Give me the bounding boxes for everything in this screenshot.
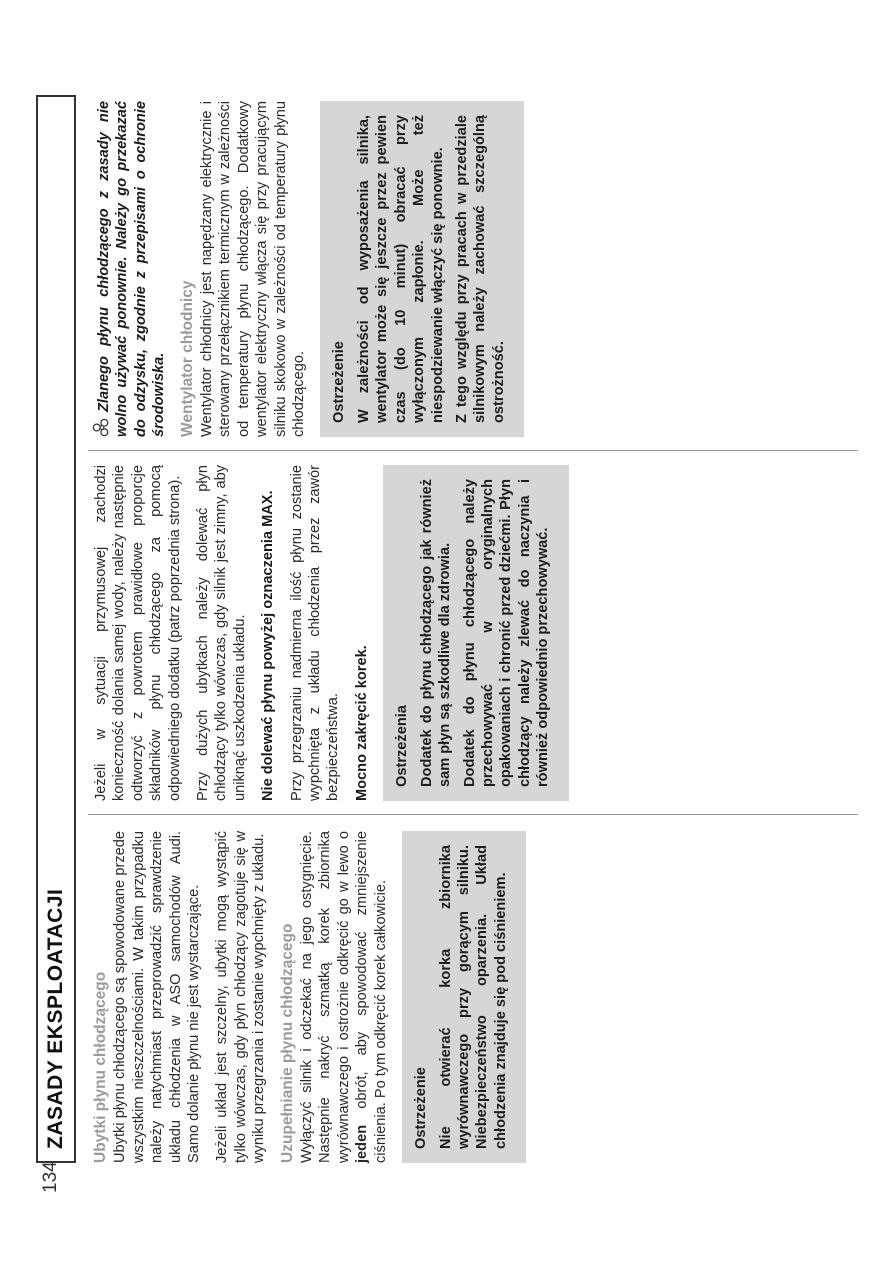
heading-coolant-refill: Uzupełnianie płynu chłodzącego <box>278 923 296 1163</box>
paragraph-bold: Nie dolewać płynu powyżej oznaczenia MAX. <box>260 490 277 801</box>
paragraph: Przy dużych ubytkach należy dolewać płyn chłodzący tylko wówczas, gdy silnik jest zimny, aby uniknąć uszkodzenia układu. <box>195 465 248 801</box>
warning-title: Ostrzeżenie <box>331 341 348 423</box>
text-emphasis: jeden <box>354 1124 371 1163</box>
column-divider <box>88 814 858 815</box>
warning-box <box>383 465 568 801</box>
paragraph-bold: Mocno zakręcić korek. <box>353 645 370 801</box>
column-divider <box>88 450 858 451</box>
column-1 <box>92 831 536 1163</box>
paragraph: Jeżeli w sytuacji przymusowej zachodzi konieczność dolania samej wody, należy następnie odtworzyć z powrotem prawidłowe proporcje składników płynu chłodzącego za pomocą odpowiedniego dodatku (patrz poprzednia strona). <box>93 465 183 801</box>
column-3 <box>92 101 534 437</box>
warning-text: Dodatek do płynu chłodzącego jak również sam płyn są szkodliwe dla zdrowia. <box>418 479 454 787</box>
section-title: ZASADY EKSPLOATACJI <box>44 888 67 1149</box>
warning-text: W zależności od wyposażenia silnika, wentylator może się jeszcze przez pewien czas (do 10 minut) obracać przy wyłączonym zapłonie. Może też niespodziewanie włączyć się ponownie. <box>355 115 446 423</box>
warning-box <box>320 101 524 437</box>
warning-text: Dodatek do płynu chłodzącego należy przechowywać w oryginalnych opakowaniach i chronić przed dziećmi. Płyn chłodzący należy zlewać do naczynia i również odpowiednio przechowywać. <box>461 479 552 787</box>
heading-coolant-loss: Ubytki płynu chłodzącego <box>92 971 109 1163</box>
page-number: 134 <box>40 1161 61 1193</box>
section-header <box>36 95 76 1163</box>
heading-radiator-fan: Wentylator chłodnicy <box>178 280 196 437</box>
warning-text: Z tego względu przy pracach w przedziale silnikowym należy zachować szczególną ostrożność. <box>453 115 507 423</box>
paragraph: Ubytki płynu chłodzącego są spowodowane przede wszystkim nieszczelnościami. W takim przypadku należy natychmiast przeprowadzić sprawdzenie układu chłodzenia w ASO samochodów Audi. Samo dolanie płynu nie jest wystarczające. <box>112 831 203 1163</box>
paragraph <box>298 831 390 1163</box>
warning-title: Ostrzeżenie <box>413 1067 430 1149</box>
warning-text: Nie otwierać korka zbiornika wyrównawczego przy gorącym silniku. Niebezpieczeństwo oparzenia. Układ chłodzenia znajduje się pod ciśnieniem. <box>437 845 509 1149</box>
warning-title: Ostrzeżenia <box>394 705 411 787</box>
warning-box <box>402 831 526 1163</box>
text-part: obrót, aby spowodować zmniejszenie ciśnienia. Po tym odkręcić korek całkowicie. <box>354 831 389 1163</box>
environment-note <box>92 101 169 437</box>
environment-icon <box>92 418 111 437</box>
paragraph: Wentylator chłodnicy jest napędzany elektrycznie i sterowany przełącznikiem termicznym w zależności od temperatury płynu chłodzącego. Dodatkowy wentylator elektryczny włącza się przy pracującym silniku skokowo w zależności od temperatury płynu chłodzącego. <box>199 101 308 437</box>
paragraph: Przy przegrzaniu nadmierna ilość płynu zostanie wypchnięta z układu chłodzenia przez zawór bezpieczeństwa. <box>288 465 342 801</box>
text-part: Wyłączyć silnik i odczekać na jego ostygnięcie. Następnie nakryć szmatką korek zbiornika wyrównawczego i ostrożnie odkręcić go w lewo o <box>299 831 352 1163</box>
column-2 <box>92 465 579 801</box>
paragraph: Jeżeli układ jest szczelny, ubytki mogą wystąpić tylko wówczas, gdy płyn chłodzący zagotuje się w wyniku przegrzania i zostanie wypchnięty z układu. <box>214 831 268 1163</box>
environment-text: Zlanego płynu chłodzącego z zasady nie wolno używać ponownie. Należy go przekazać do odzysku, zgodnie z przepisami o ochronie środowiska. <box>96 101 168 437</box>
